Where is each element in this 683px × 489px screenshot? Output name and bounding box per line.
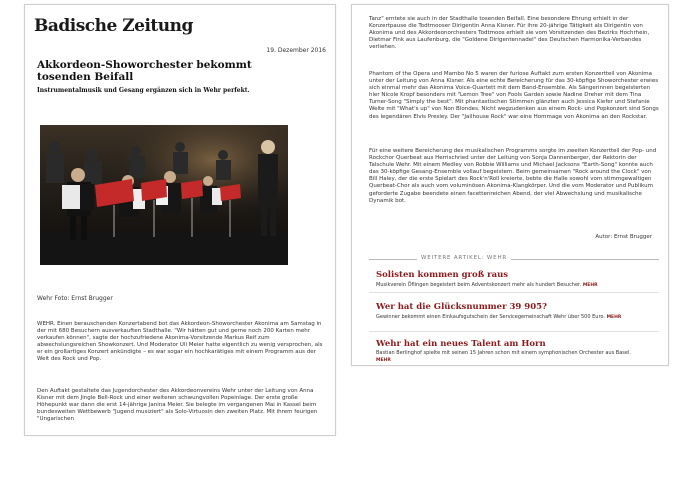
divider bbox=[369, 259, 659, 260]
article-page-right bbox=[351, 4, 669, 366]
divider bbox=[369, 292, 659, 293]
more-articles-label: WEITERE ARTIKEL: WEHR bbox=[417, 255, 511, 261]
related-article-title[interactable]: Wer hat die Glücksnummer 39 905? bbox=[376, 302, 548, 312]
article-author: Autor: Ernst Brugger bbox=[595, 234, 652, 240]
teaser-text: Musikverein Öflingen begeistert beim Adventskonzert mehr als hundert Besucher. bbox=[376, 282, 582, 288]
related-article-title[interactable]: Wehr hat ein neues Talent am Horn bbox=[376, 339, 546, 349]
teaser-text: Gewinner bekommt einen Einkaufsgutschein der Servicegemeinschaft Wehr über 500 Euro. bbox=[376, 314, 605, 320]
orchestra-photo bbox=[40, 125, 288, 265]
related-article-title[interactable]: Solisten kommen groß raus bbox=[376, 270, 509, 280]
more-link[interactable]: MEHR bbox=[582, 283, 598, 288]
more-link[interactable]: MEHR bbox=[376, 357, 391, 363]
article-paragraph: WEHR. Einen berauschenden Konzertabend bot das Akkordeon-Showorchester Akonima am Samstag in der mit 680 Besuchern ausverkauften Stadthalle. "Wir hätten gut und gerne noch 200 Karten mehr verkaufen können", sagte der hochzufriedene Akonima-Vorsitzende Markus Reif zum abwechslungsreichen Showkonzert. Und Moderator Uli Meier hatte eigentlich zu wenig versprochen, als er ein großartiges Konzert ankündigte – es war sogar ein hochkarätiges mit einem Programm aus der Welt des Rock und Pop. bbox=[37, 321, 323, 363]
article-page-left bbox=[24, 4, 336, 436]
article-headline: Akkordeon-Showorchester bekommt tosenden Beifall bbox=[37, 59, 252, 83]
divider bbox=[369, 331, 659, 332]
teaser-text: Bastian Berlinghof spielte mit seinen 15 Jahren schon mit einem symphonischen Orchester aus Basel. bbox=[376, 350, 631, 356]
publication-date: 19. Dezember 2016 bbox=[266, 47, 326, 54]
more-link[interactable]: MEHR bbox=[606, 315, 622, 320]
article-paragraph: Phantom of the Opera und Mambo No 5 waren der furiose Auftakt zum ersten Konzertteil von Akonima unter der Leitung von Anna Kisner. Als eine echte Bereicherung für das 30-köpfige Showorchester erwies sich einmal mehr das Akonima Voice-Quartett mit dem Band-Ensemble. Als Sängerinnen begeisterten hier Nicole Kropf besonders mit "Lemon Tree" von Fools Garden sowie Nadine Dreher mit dem Tina Turner-Song "Simply the best". Mit phantastischen Stimmen glänzten auch Jessica Kiefer und Stefanie Welte mit "What's up" von Non Blondes. Nicht wegzudenken aus einem Rock- und Popkonzert sind Songs des legendären Elvis Presley. Der "Jailhouse Rock" war eine Hommage von Akonima an den Rockstar. bbox=[369, 71, 659, 120]
related-article-teaser bbox=[376, 350, 646, 364]
more-articles-header bbox=[369, 255, 659, 263]
article-paragraph: Für eine weitere Bereicherung des musikalischen Programms sorgte im zweiten Konzertteil der Pop- und Rockchor Querbeat aus Herrischried unter der Leitung von Sonja Dannenberger, der Rektorin der Talschule Wehr. Mit einem Medley von Robbie Williams und Michael Jacksons "Earth-Song" konnte auch das 30-köpfige Gesang-Ensemble vollauf begeistern. Beim gemeinsamen "Rock around the Clock" von Bill Haley, der die erste Spielart des Rock'n'Roll kreierte, bebte die Halle sowohl vom stimmgewaltigen Querbeat-Chor als auch vom voluminösen Akonima-Klangkörper. Und die vom Moderator und Publikum geforderte Zugabe beendete einen facettenreichen Abend, der viel Abwechslung und musikalische Dynamik bot. bbox=[369, 148, 657, 204]
article-paragraph: Den Auftakt gestaltete das Jugendorchester des Akkordeonvereins Wehr unter der Leitung von Anna Kisner mit dem Jingle Bell-Rock und einer weiteren schwungvollen Popeinlage. Der erste große Höhepunkt war dann die erst 14-jährige Janina Meier. Sie belegte im vergangenen Mai in Kassel beim bundesweiten Wettbewerb "Jugend musiziert" als Solo-Virtuosin den zweiten Platz. Mit ihrem feurigen "Ungarischen bbox=[37, 388, 318, 423]
article-subheadline: Instrumentalmusik und Gesang ergänzen sich in Wehr perfekt. bbox=[37, 87, 250, 94]
newspaper-logo: Badische Zeitung bbox=[34, 16, 193, 36]
related-article-teaser bbox=[376, 314, 646, 322]
article-paragraph: Tanz" erntete sie auch in der Stadthalle tosenden Beifall. Eine besondere Ehrung erhielt in der Konzertpause die Todtmooser Dirigentin Anna Kisner. Für ihre 20-jährige Tätigkeit als Dirigentin von Akonima und des Akkordeonorchesters Todtmoos erhielt sie vom Vorsitzenden des Bezirks Hochrhein, Dietmar Fink aus Laufenburg, die "Goldene Dirigentennadel" des Deutschen Harmonika-Verbandes verliehen. bbox=[369, 16, 650, 51]
related-article-teaser bbox=[376, 282, 646, 290]
photo-credit: Wehr Foto: Ernst Brugger bbox=[37, 295, 113, 302]
